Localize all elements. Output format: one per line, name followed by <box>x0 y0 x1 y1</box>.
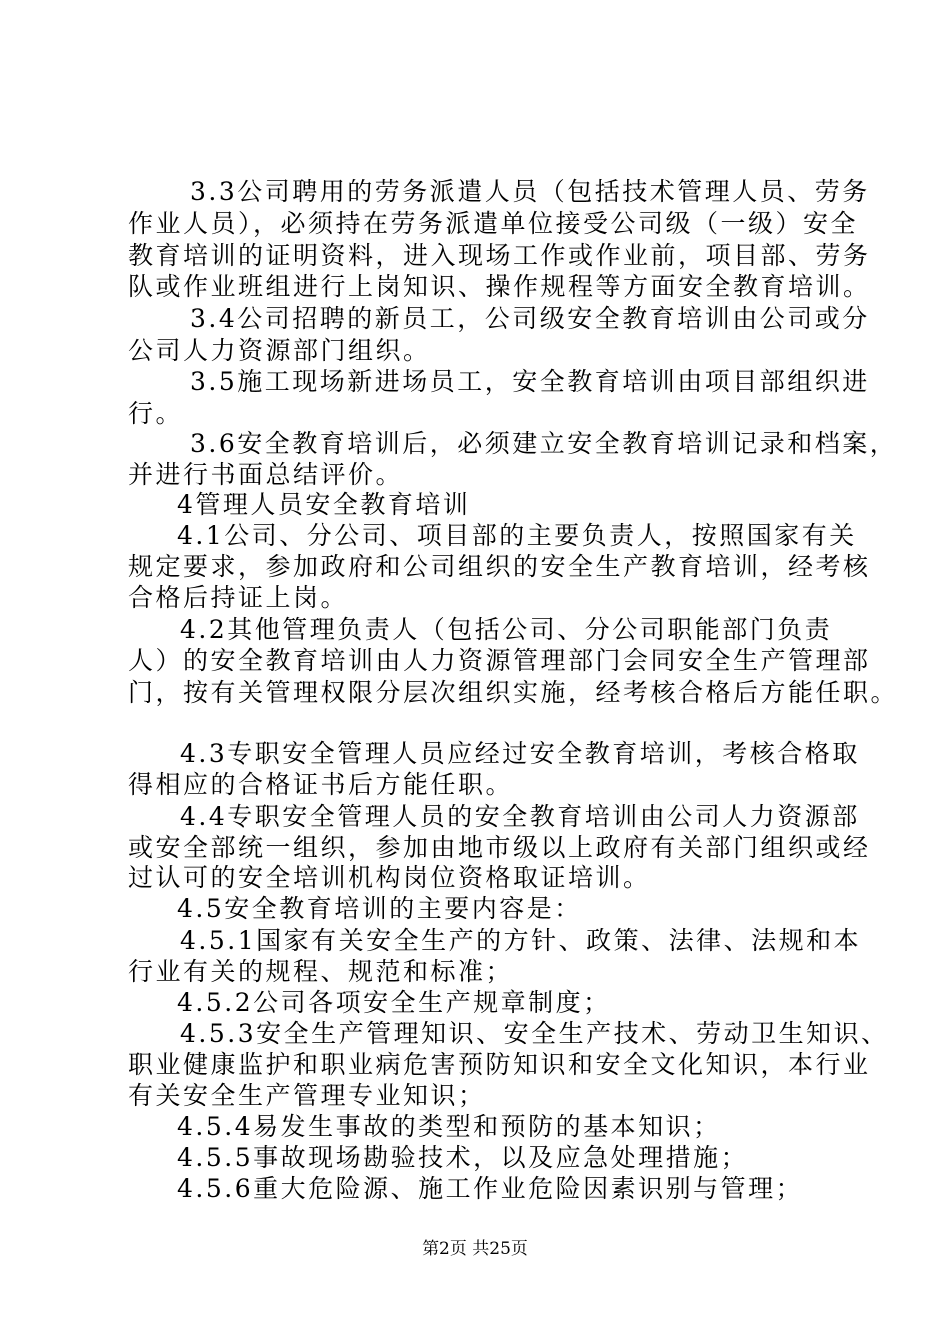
paragraph-line: 行。 <box>128 399 184 428</box>
paragraph-line: 4.5.3安全生产管理知识、安全生产技术、劳动卫生知识、 <box>180 1019 889 1048</box>
paragraph-line: 有关安全生产管理专业知识； <box>128 1081 486 1110</box>
paragraph-line: 4.5.6重大危险源、施工作业危险因素识别与管理； <box>177 1174 804 1203</box>
paragraph-line: 3.3公司聘用的劳务派遣人员（包括技术管理人员、劳务 <box>190 177 870 206</box>
paragraph-line: 3.6安全教育培训后，必须建立安全教育培训记录和档案， <box>190 429 898 458</box>
paragraph-line: 4.5.4易发生事故的类型和预防的基本知识； <box>177 1112 721 1141</box>
paragraph-line: 队或作业班组进行上岗知识、操作规程等方面安全教育培训。 <box>128 272 871 301</box>
paragraph-line: 合格后持证上岗。 <box>128 583 349 612</box>
paragraph-line: 并进行书面总结评价。 <box>128 460 404 489</box>
page-number-footer: 第2页 共25页 <box>422 1239 528 1259</box>
paragraph-line: 门，按有关管理权限分层次组织实施，经考核合格后方能任职。 <box>128 678 899 707</box>
paragraph-line: 作业人员），必须持在劳务派遣单位接受公司级（一级）安全 <box>128 209 859 238</box>
paragraph-line: 4.1公司、分公司、项目部的主要负责人，按照国家有关 <box>177 521 857 550</box>
paragraph-line: 或安全部统一组织，参加由地市级以上政府有关部门组织或经 <box>128 833 871 862</box>
paragraph-line: 规定要求，参加政府和公司组织的安全生产教育培训，经考核 <box>128 552 871 581</box>
paragraph-line: 4.5.1国家有关安全生产的方针、政策、法律、法规和本 <box>180 926 862 955</box>
paragraph-line: 行业有关的规程、规范和标准； <box>128 957 514 986</box>
section-heading: 4管理人员安全教育培训 <box>177 490 471 519</box>
paragraph-line: 3.4公司招聘的新员工，公司级安全教育培训由公司或分 <box>190 304 870 333</box>
paragraph-line: 得相应的合格证书后方能任职。 <box>128 770 514 799</box>
paragraph-line: 4.5.5事故现场勘验技术，以及应急处理措施； <box>177 1143 749 1172</box>
paragraph-line: 人）的安全教育培训由人力资源管理部门会同安全生产管理部 <box>128 646 871 675</box>
paragraph-line: 公司人力资源部门组织。 <box>128 336 431 365</box>
paragraph-line: 职业健康监护和职业病危害预防知识和安全文化知识，本行业 <box>128 1050 871 1079</box>
paragraph-line: 4.4专职安全管理人员的安全教育培训由公司人力资源部 <box>180 802 860 831</box>
paragraph-line: 4.2其他管理负责人（包括公司、分公司职能部门负责 <box>180 615 833 644</box>
paragraph-line: 4.5安全教育培训的主要内容是： <box>177 894 582 923</box>
paragraph-line: 教育培训的证明资料，进入现场工作或作业前，项目部、劳务 <box>128 241 871 270</box>
paragraph-line: 过认可的安全培训机构岗位资格取证培训。 <box>128 863 651 892</box>
paragraph-line: 4.3专职安全管理人员应经过安全教育培训，考核合格取 <box>180 739 860 768</box>
paragraph-line: 4.5.2公司各项安全生产规章制度； <box>177 988 611 1017</box>
paragraph-line: 3.5施工现场新进场员工，安全教育培训由项目部组织进 <box>190 367 870 396</box>
